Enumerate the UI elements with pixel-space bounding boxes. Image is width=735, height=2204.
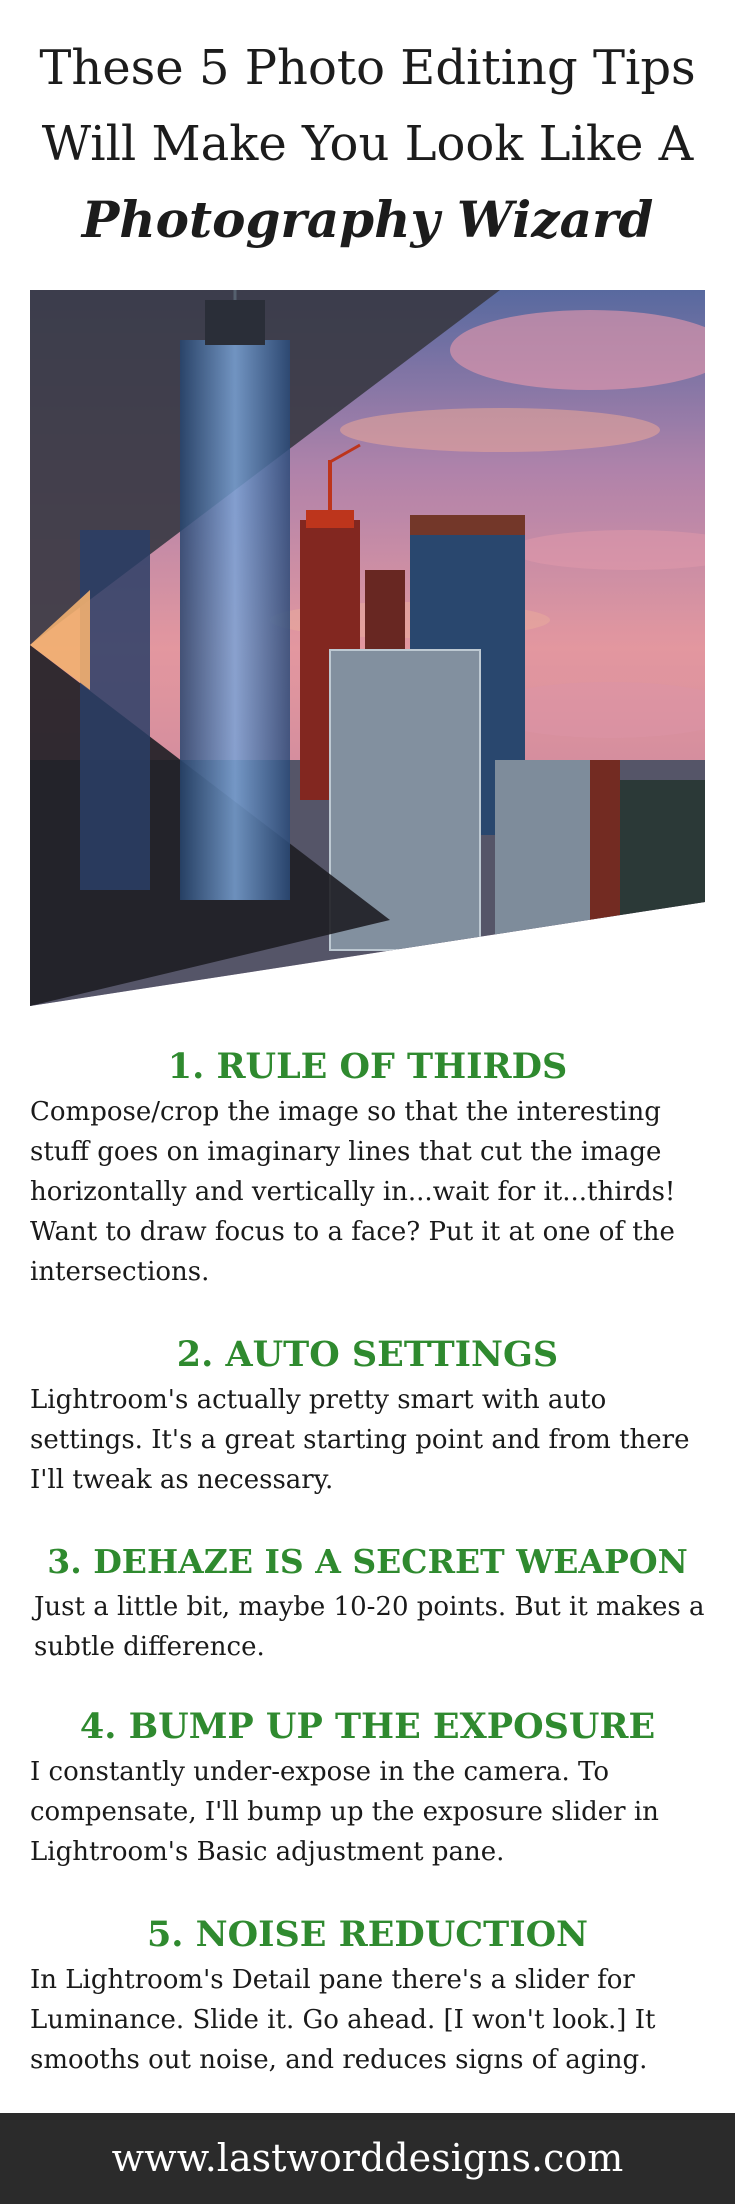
tip-5-body: In Lightroom's Detail pane there's a slider for Luminance. Slide it. Go ahead. [I won't look.] It smooths out noise, and reduces signs of aging. <box>30 1965 656 2075</box>
tip-1-heading: 1. RULE OF THIRDS <box>167 1046 568 1087</box>
city-skyline-photo <box>30 290 705 1006</box>
page-title <box>0 30 735 258</box>
tip-1-body: Compose/crop the image so that the interesting stuff goes on imaginary lines that cut the image horizontally and vertically in...wait for it...thirds! Want to draw focus to a face? Put it at one of the intersections. <box>30 1097 676 1287</box>
title-line-3: Photography Wizard <box>81 190 654 249</box>
tip-4-heading: 4. BUMP UP THE EXPOSURE <box>79 1706 656 1747</box>
title-line-2: Will Make You Look Like A <box>41 116 694 172</box>
tip-1 <box>30 1042 705 1292</box>
tip-2 <box>30 1330 705 1500</box>
footer-url[interactable]: www.lastworddesigns.com <box>0 2113 735 2204</box>
tip-3-heading: 3. DEHAZE IS A SECRET WEAPON <box>47 1542 688 1581</box>
tip-5 <box>30 1910 705 2080</box>
tip-3 <box>30 1537 705 1667</box>
skyline-illustration <box>30 290 705 1006</box>
tip-3-body: Just a little bit, maybe 10-20 points. But it makes a subtle difference. <box>34 1592 705 1662</box>
tip-4 <box>30 1702 705 1872</box>
tip-4-body: I constantly under-expose in the camera. To compensate, I'll bump up the exposure slider in Lightroom's Basic adjustment pane. <box>30 1757 659 1867</box>
title-line-1: These 5 Photo Editing Tips <box>39 40 696 96</box>
tip-5-heading: 5. NOISE REDUCTION <box>146 1914 589 1955</box>
tip-2-body: Lightroom's actually pretty smart with auto settings. It's a great starting point and from there I'll tweak as necessary. <box>30 1385 690 1495</box>
tip-2-heading: 2. AUTO SETTINGS <box>176 1334 559 1375</box>
